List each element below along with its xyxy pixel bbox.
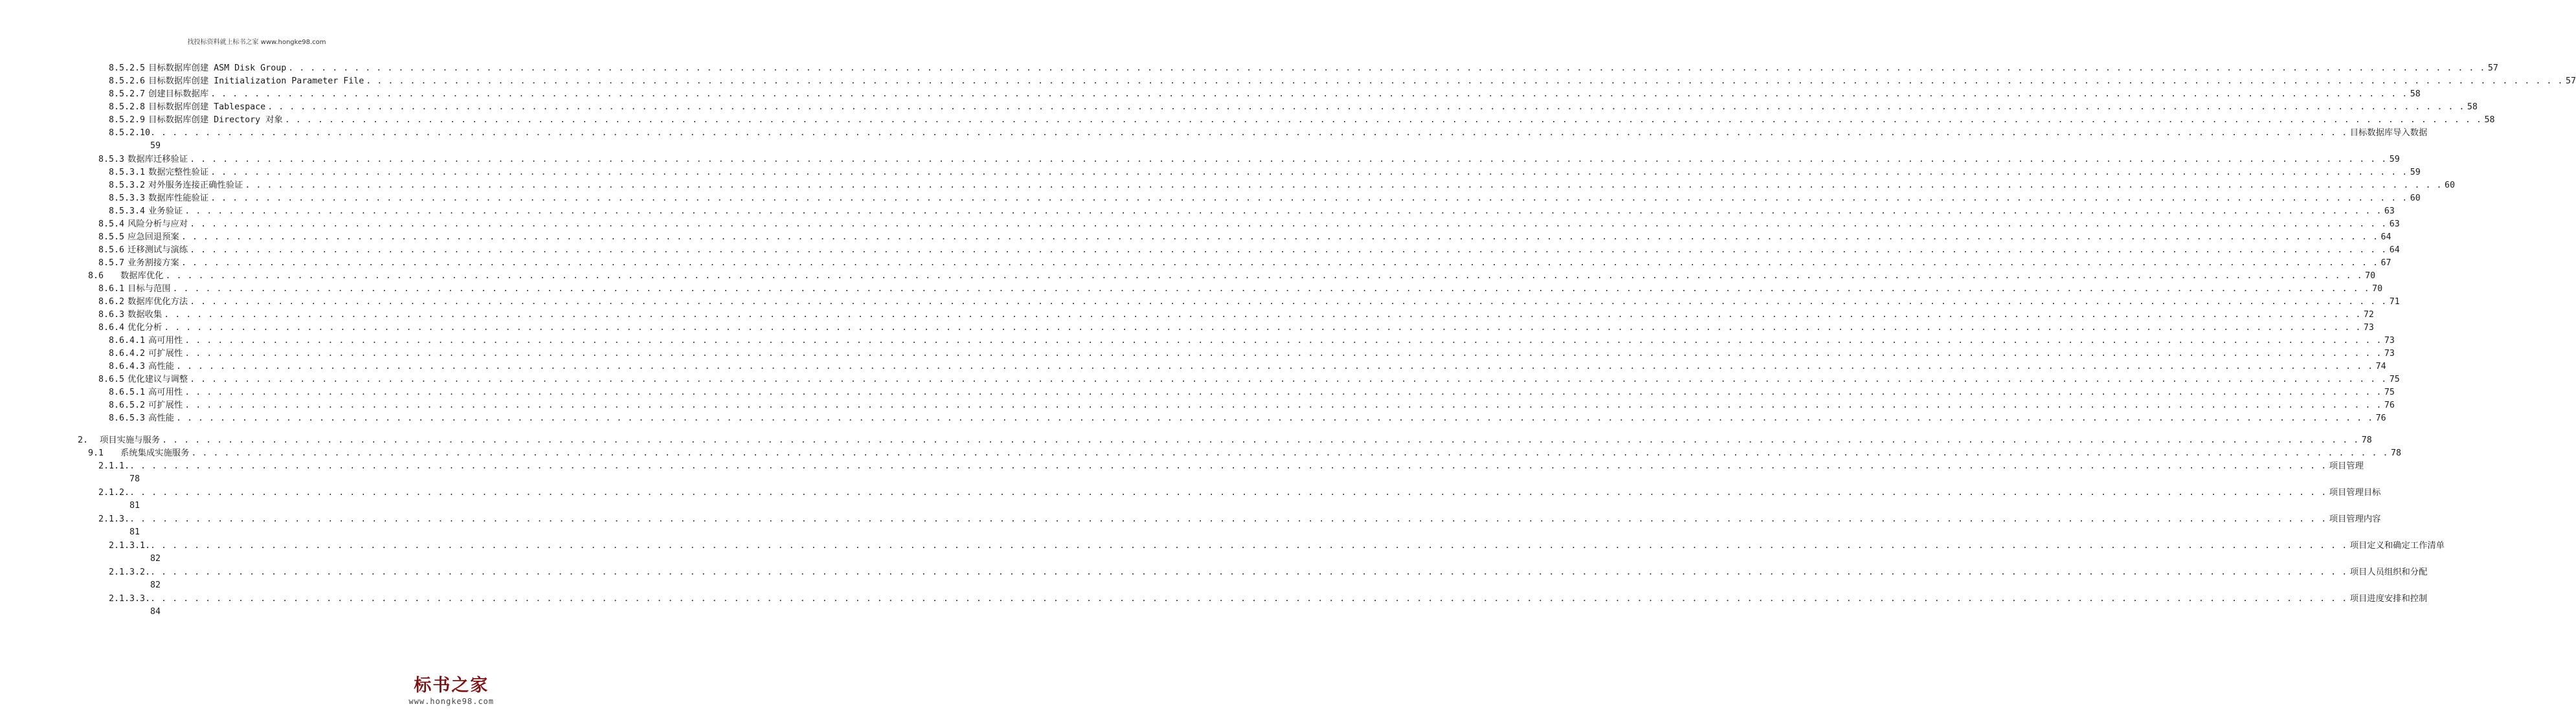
toc-page-number: 58 bbox=[2467, 102, 2478, 112]
toc-page-number: 78 bbox=[2391, 448, 2402, 458]
toc-number: 2.1.3.1. bbox=[109, 541, 151, 551]
toc-number: 8.5.3.3 bbox=[109, 193, 146, 203]
toc-title: 项目管理目标 bbox=[2329, 488, 2381, 498]
toc-title: 创建目标数据库 bbox=[148, 89, 209, 99]
toc-entry[interactable] bbox=[109, 399, 2395, 412]
toc-page-number: 73 bbox=[2363, 323, 2374, 333]
toc-number: 2.1.1. bbox=[98, 461, 130, 471]
toc-title: 高可用性 bbox=[148, 388, 183, 397]
toc-title: 优化分析 bbox=[128, 323, 162, 333]
toc-title: 数据完整性验证 bbox=[148, 168, 209, 177]
toc-title: 项目定义和确定工作清单 bbox=[2349, 541, 2445, 551]
toc-entry[interactable] bbox=[98, 153, 2400, 166]
toc-number: 8.6.4 bbox=[98, 323, 125, 333]
toc-title: 目标数据库创建 ASM Disk Group bbox=[148, 63, 287, 73]
toc-title: 高性能 bbox=[148, 413, 174, 423]
toc-entry-line bbox=[98, 513, 2381, 526]
toc-leader-dots: . . . . . . . . . . . . . . . . . . . . . . . . . . . . . . . . . . . . . . . . . . . . . . . . . . . . . . . . . . . . . . . . . . . . . . . . . . . . . . . . . . . . . . . . . . . . . . . . . . . . . . . . . . . . . . . . . . . . . . . . . . . . . . . . . . . . . . . . . . . . . . . . . . . . . . . . . . . . . . . . . . . . . . . . . . . . . . . . . . . . . . . . . . . . . . . . . . . . . . . . bbox=[267, 102, 2465, 112]
brand-logo bbox=[409, 676, 494, 707]
toc-number: 8.6.1 bbox=[98, 284, 125, 294]
toc-page-number: 59 bbox=[2410, 168, 2421, 177]
toc-page-number: 82 bbox=[150, 580, 161, 590]
toc-title: 目标数据库创建 Directory 对象 bbox=[148, 115, 283, 125]
toc-number: 8.6 bbox=[88, 271, 104, 281]
logo-text: 标书之家 bbox=[414, 676, 489, 696]
page-header: 找投标资料就上标书之家 www.hongke98.com bbox=[187, 39, 326, 46]
toc-title: 可扩展性 bbox=[148, 401, 183, 410]
toc-page-number: 57 bbox=[2487, 63, 2498, 73]
toc-entry[interactable] bbox=[109, 540, 2445, 564]
toc-leader-dots: . . . . . . . . . . . . . . . . . . . . . . . . . . . . . . . . . . . . . . . . . . . . . . . . . . . . . . . . . . . . . . . . . . . . . . . . . . . . . . . . . . . . . . . . . . . . . . . . . . . . . . . . . . . . . . . . . . . . . . . . . . . . . . . . . . . . . . . . . . . . . . . . . . . . . . . . . . . . . . . . . . . . . . . . . . . . . . . . . . . . . . . . . . . . . . . . . . . . . . . . bbox=[185, 388, 2382, 397]
toc-leader-dots: . . . . . . . . . . . . . . . . . . . . . . . . . . . . . . . . . . . . . . . . . . . . . . . . . . . . . . . . . . . . . . . . . . . . . . . . . . . . . . . . . . . . . . . . . . . . . . . . . . . . . . . . . . . . . . . . . . . . . . . . . . . . . . . . . . . . . . . . . . . . . . . . . . . . . . . . . . . . . . . . . . . . . . . . . . . . . . . . . . . . . . . . . . . . . . . . . . . . . . . . bbox=[185, 336, 2382, 346]
toc-number: 8.6.5.1 bbox=[109, 388, 146, 397]
toc-number: 2.1.3.2. bbox=[109, 567, 151, 577]
toc-entry[interactable] bbox=[88, 270, 2376, 283]
toc-title: 项目管理内容 bbox=[2329, 514, 2381, 524]
toc-leader-dots: . . . . . . . . . . . . . . . . . . . . . . . . . . . . . . . . . . . . . . . . . . . . . . . . . . . . . . . . . . . . . . . . . . . . . . . . . . . . . . . . . . . . . . . . . . . . . . . . . . . . . . . . . . . . . . . . . . . . . . . . . . . . . . . . . . . . . . . . . . . . . . . . . . . . . . . . . . . . . . . . . . . . . . . . . . . . . . . . . . . . . . . . . . . . . . . . . . . . . . . . bbox=[129, 461, 2327, 471]
toc-number: 8.6.4.3 bbox=[109, 362, 146, 371]
toc-number: 8.5.5 bbox=[98, 232, 125, 242]
toc-title: 可扩展性 bbox=[148, 349, 183, 358]
toc-leader-dots: . . . . . . . . . . . . . . . . . . . . . . . . . . . . . . . . . . . . . . . . . . . . . . . . . . . . . . . . . . . . . . . . . . . . . . . . . . . . . . . . . . . . . . . . . . . . . . . . . . . . . . . . . . . . . . . . . . . . . . . . . . . . . . . . . . . . . . . . . . . . . . . . . . . . . . . . . . . . . . . . . . . . . . . . . . . . . . . . . . . . . . . . . . . . . . . . . . . . . . . . bbox=[185, 206, 2382, 216]
toc-number: 8.5.2.5 bbox=[109, 63, 146, 73]
toc-number: 8.5.2.9 bbox=[109, 115, 146, 125]
toc-number: 8.5.6 bbox=[98, 245, 125, 255]
toc-entry[interactable] bbox=[109, 114, 2495, 127]
toc-title: 风险分析与应对 bbox=[128, 219, 188, 229]
toc-leader-dots: . . . . . . . . . . . . . . . . . . . . . . . . . . . . . . . . . . . . . . . . . . . . . . . . . . . . . . . . . . . . . . . . . . . . . . . . . . . . . . . . . . . . . . . . . . . . . . . . . . . . . . . . . . . . . . . . . . . . . . . . . . . . . . . . . . . . . . . . . . . . . . . . . . . . . . . . . . . . . . . . . . . . . . . . . . . . . . . . . . . . . . . . . . . . . . . . . . . . . . . . bbox=[150, 594, 2347, 604]
toc-title: 目标数据库创建 Initialization Parameter File bbox=[148, 76, 364, 86]
toc-entry[interactable] bbox=[109, 386, 2395, 399]
toc-title: 数据库优化 bbox=[120, 271, 164, 281]
toc-page-number: 75 bbox=[2389, 375, 2400, 384]
toc-leader-dots: . . . . . . . . . . . . . . . . . . . . . . . . . . . . . . . . . . . . . . . . . . . . . . . . . . . . . . . . . . . . . . . . . . . . . . . . . . . . . . . . . . . . . . . . . . . . . . . . . . . . . . . . . . . . . . . . . . . . . . . . . . . . . . . . . . . . . . . . . . . . . . . . . . . . . . . . . . . . . . . . . . . . . . . . . . . . . . . . . . . . . . . . . . . . . . . . . . . . . . . . bbox=[245, 181, 2442, 190]
toc-leader-dots: . . . . . . . . . . . . . . . . . . . . . . . . . . . . . . . . . . . . . . . . . . . . . . . . . . . . . . . . . . . . . . . . . . . . . . . . . . . . . . . . . . . . . . . . . . . . . . . . . . . . . . . . . . . . . . . . . . . . . . . . . . . . . . . . . . . . . . . . . . . . . . . . . . . . . . . . . . . . . . . . . . . . . . . . . . . . . . . . . . . . . . . . . . . . . . . . . . . . . . . . bbox=[175, 413, 2373, 423]
toc-leader-dots: . . . . . . . . . . . . . . . . . . . . . . . . . . . . . . . . . . . . . . . . . . . . . . . . . . . . . . . . . . . . . . . . . . . . . . . . . . . . . . . . . . . . . . . . . . . . . . . . . . . . . . . . . . . . . . . . . . . . . . . . . . . . . . . . . . . . . . . . . . . . . . . . . . . . . . . . . . . . . . . . . . . . . . . . . . . . . . . . . . . . . . . . . . . . . . . . . . . . . . . . bbox=[210, 168, 2408, 177]
toc-number: 8.6.5 bbox=[98, 375, 125, 384]
toc-entry[interactable] bbox=[98, 257, 2391, 270]
toc-page-number: 63 bbox=[2389, 219, 2400, 229]
toc-entry[interactable] bbox=[98, 513, 2381, 537]
toc-number: 2.1.2. bbox=[98, 488, 130, 498]
toc-leader-dots: . . . . . . . . . . . . . . . . . . . . . . . . . . . . . . . . . . . . . . . . . . . . . . . . . . . . . . . . . . . . . . . . . . . . . . . . . . . . . . . . . . . . . . . . . . . . . . . . . . . . . . . . . . . . . . . . . . . . . . . . . . . . . . . . . . . . . . . . . . . . . . . . . . . . . . . . . . . . . . . . . . . . . . . . . . . . . . . . . . . . . . . . . . . . . . . . . . . . . . . . bbox=[129, 514, 2327, 524]
toc-entry-line bbox=[98, 487, 2381, 500]
toc-entry[interactable] bbox=[109, 127, 2428, 151]
toc-number: 2.1.3. bbox=[98, 514, 130, 524]
toc-entry[interactable] bbox=[98, 231, 2391, 244]
toc-entry[interactable] bbox=[98, 322, 2374, 335]
toc-leader-dots: . . . . . . . . . . . . . . . . . . . . . . . . . . . . . . . . . . . . . . . . . . . . . . . . . . . . . . . . . . . . . . . . . . . . . . . . . . . . . . . . . . . . . . . . . . . . . . . . . . . . . . . . . . . . . . . . . . . . . . . . . . . . . . . . . . . . . . . . . . . . . . . . . . . . . . . . . . . . . . . . . . . . . . . . . . . . . . . . . . . . . . . . . . . . . . . . . . . . . . . . bbox=[175, 362, 2373, 371]
toc-leader-dots: . . . . . . . . . . . . . . . . . . . . . . . . . . . . . . . . . . . . . . . . . . . . . . . . . . . . . . . . . . . . . . . . . . . . . . . . . . . . . . . . . . . . . . . . . . . . . . . . . . . . . . . . . . . . . . . . . . . . . . . . . . . . . . . . . . . . . . . . . . . . . . . . . . . . . . . . . . . . . . . . . . . . . . . . . . . . . . . . . . . . . . . . . . . . . . . . . . . . . . . . bbox=[190, 219, 2387, 229]
toc-page-number: 76 bbox=[2384, 401, 2395, 410]
toc-number: 8.6.2 bbox=[98, 297, 125, 307]
toc-number: 8.5.3 bbox=[98, 155, 125, 164]
toc-leader-dots: . . . . . . . . . . . . . . . . . . . . . . . . . . . . . . . . . . . . . . . . . . . . . . . . . . . . . . . . . . . . . . . . . . . . . . . . . . . . . . . . . . . . . . . . . . . . . . . . . . . . . . . . . . . . . . . . . . . . . . . . . . . . . . . . . . . . . . . . . . . . . . . . . . . . . . . . . . . . . . . . . . . . . . . . . . . . . . . . . . . . . . . . . . . . . . . . . . . . . . . . bbox=[185, 401, 2382, 410]
toc-number: 8.5.3.4 bbox=[109, 206, 146, 216]
toc-title: 数据库性能验证 bbox=[148, 193, 209, 203]
toc-title: 项目管理 bbox=[2329, 461, 2364, 471]
toc-number: 8.5.4 bbox=[98, 219, 125, 229]
toc-number: 8.5.3.1 bbox=[109, 168, 146, 177]
toc-page-number: 74 bbox=[2375, 362, 2386, 371]
toc-number: 9.1 bbox=[88, 448, 104, 458]
toc-title: 迁移测试与演练 bbox=[128, 245, 188, 255]
toc-number: 8.5.2.10 bbox=[109, 128, 151, 138]
toc-title: 数据库迁移验证 bbox=[128, 155, 188, 164]
toc-leader-dots: . . . . . . . . . . . . . . . . . . . . . . . . . . . . . . . . . . . . . . . . . . . . . . . . . . . . . . . . . . . . . . . . . . . . . . . . . . . . . . . . . . . . . . . . . . . . . . . . . . . . . . . . . . . . . . . . . . . . . . . . . . . . . . . . . . . . . . . . . . . . . . . . . . . . . . . . . . . . . . . . . . . . . . . . . . . . . . . . . . . . . . . . . . . . . . . . . . . . . . . . bbox=[190, 297, 2387, 307]
toc-entry[interactable] bbox=[98, 244, 2400, 257]
toc-leader-dots: . . . . . . . . . . . . . . . . . . . . . . . . . . . . . . . . . . . . . . . . . . . . . . . . . . . . . . . . . . . . . . . . . . . . . . . . . . . . . . . . . . . . . . . . . . . . . . . . . . . . . . . . . . . . . . . . . . . . . . . . . . . . . . . . . . . . . . . . . . . . . . . . . . . . . . . . . . . . . . . . . . . . . . . . . . . . . . . . . . . . . . . . . . . . . . . . . . . . . . . . bbox=[172, 284, 2370, 294]
toc-title: 高性能 bbox=[148, 362, 174, 371]
toc-page-number: 60 bbox=[2444, 181, 2455, 190]
toc-entry[interactable] bbox=[109, 88, 2421, 101]
toc-leader-dots: . . . . . . . . . . . . . . . . . . . . . . . . . . . . . . . . . . . . . . . . . . . . . . . . . . . . . . . . . . . . . . . . . . . . . . . . . . . . . . . . . . . . . . . . . . . . . . . . . . . . . . . . . . . . . . . . . . . . . . . . . . . . . . . . . . . . . . . . . . . . . . . . . . . . . . . . . . . . . . . . . . . . . . . . . . . . . . . . . . . . . . . . . . . . . . . . . . . . . . . . bbox=[164, 310, 2361, 320]
toc-entry[interactable] bbox=[98, 309, 2374, 322]
toc-leader-dots: . . . . . . . . . . . . . . . . . . . . . . . . . . . . . . . . . . . . . . . . . . . . . . . . . . . . . . . . . . . . . . . . . . . . . . . . . . . . . . . . . . . . . . . . . . . . . . . . . . . . . . . . . . . . . . . . . . . . . . . . . . . . . . . . . . . . . . . . . . . . . . . . . . . . . . . . . . . . . . . . . . . . . . . . . . . . . . . . . . . . . . . . . . . . . . . . . . . . . . . . bbox=[185, 349, 2382, 358]
toc-leader-dots: . . . . . . . . . . . . . . . . . . . . . . . . . . . . . . . . . . . . . . . . . . . . . . . . . . . . . . . . . . . . . . . . . . . . . . . . . . . . . . . . . . . . . . . . . . . . . . . . . . . . . . . . . . . . . . . . . . . . . . . . . . . . . . . . . . . . . . . . . . . . . . . . . . . . . . . . . . . . . . . . . . . . . . . . . . . . . . . . . . . . . . . . . . . . . . . . . . . . . . . . bbox=[366, 76, 2563, 86]
toc-entry-line bbox=[109, 540, 2445, 553]
toc-page-number: 60 bbox=[2410, 193, 2421, 203]
toc-entry[interactable] bbox=[98, 373, 2400, 386]
toc-entry-line bbox=[109, 127, 2428, 140]
toc-leader-dots: . . . . . . . . . . . . . . . . . . . . . . . . . . . . . . . . . . . . . . . . . . . . . . . . . . . . . . . . . . . . . . . . . . . . . . . . . . . . . . . . . . . . . . . . . . . . . . . . . . . . . . . . . . . . . . . . . . . . . . . . . . . . . . . . . . . . . . . . . . . . . . . . . . . . . . . . . . . . . . . . . . . . . . . . . . . . . . . . . . . . . . . . . . . . . . . . . . . . . . . . bbox=[210, 89, 2408, 99]
toc-page-number: 76 bbox=[2375, 413, 2386, 423]
toc-leader-dots: . . . . . . . . . . . . . . . . . . . . . . . . . . . . . . . . . . . . . . . . . . . . . . . . . . . . . . . . . . . . . . . . . . . . . . . . . . . . . . . . . . . . . . . . . . . . . . . . . . . . . . . . . . . . . . . . . . . . . . . . . . . . . . . . . . . . . . . . . . . . . . . . . . . . . . . . . . . . . . . . . . . . . . . . . . . . . . . . . . . . . . . . . . . . . . . . . . . . . . . . bbox=[164, 323, 2361, 333]
toc-page-number: 81 bbox=[129, 527, 140, 537]
toc-number: 8.6.5.2 bbox=[109, 401, 146, 410]
toc-page-number: 81 bbox=[129, 501, 140, 511]
toc-entry[interactable] bbox=[109, 192, 2421, 205]
toc-entry-line bbox=[109, 593, 2428, 606]
toc-number: 8.5.2.8 bbox=[109, 102, 146, 112]
toc-page-number: 64 bbox=[2389, 245, 2400, 255]
toc-title: 目标数据库创建 Tablespace bbox=[148, 102, 266, 112]
toc-title: 业务验证 bbox=[148, 206, 183, 216]
toc-entry[interactable] bbox=[109, 205, 2395, 218]
toc-page-number: 57 bbox=[2565, 76, 2576, 86]
toc-number: 8.6.4.1 bbox=[109, 336, 146, 346]
toc-page-number: 67 bbox=[2380, 258, 2391, 268]
toc-page-number: 73 bbox=[2384, 336, 2395, 346]
toc-page-number: 59 bbox=[2389, 155, 2400, 164]
toc-number: 8.6.4.2 bbox=[109, 349, 146, 358]
toc-title: 系统集成实施服务 bbox=[120, 448, 190, 458]
toc-title: 数据收集 bbox=[128, 310, 162, 320]
toc-entry[interactable] bbox=[109, 179, 2455, 192]
toc-entry[interactable] bbox=[98, 487, 2381, 511]
toc-number: 8.5.3.2 bbox=[109, 181, 146, 190]
toc-page-number: 71 bbox=[2389, 297, 2400, 307]
toc-number: 8.5.7 bbox=[98, 258, 125, 268]
toc-entry[interactable] bbox=[109, 593, 2428, 617]
toc-entry[interactable] bbox=[98, 460, 2364, 484]
toc-leader-dots: . . . . . . . . . . . . . . . . . . . . . . . . . . . . . . . . . . . . . . . . . . . . . . . . . . . . . . . . . . . . . . . . . . . . . . . . . . . . . . . . . . . . . . . . . . . . . . . . . . . . . . . . . . . . . . . . . . . . . . . . . . . . . . . . . . . . . . . . . . . . . . . . . . . . . . . . . . . . . . . . . . . . . . . . . . . . . . . . . . . . . . . . . . . . . . . . . . . . . . . . bbox=[181, 232, 2379, 242]
toc-entry[interactable] bbox=[78, 434, 2372, 447]
toc-title: 项目实施与服务 bbox=[100, 435, 161, 445]
toc-page-number: 70 bbox=[2365, 271, 2376, 281]
toc-page-number: 75 bbox=[2384, 388, 2395, 397]
toc-title: 业务割接方案 bbox=[128, 258, 179, 268]
toc-number: 2.1.3.3. bbox=[109, 594, 151, 604]
toc-page-number: 78 bbox=[2361, 435, 2372, 445]
toc-page-number: 64 bbox=[2380, 232, 2391, 242]
toc-leader-dots: . . . . . . . . . . . . . . . . . . . . . . . . . . . . . . . . . . . . . . . . . . . . . . . . . . . . . . . . . . . . . . . . . . . . . . . . . . . . . . . . . . . . . . . . . . . . . . . . . . . . . . . . . . . . . . . . . . . . . . . . . . . . . . . . . . . . . . . . . . . . . . . . . . . . . . . . . . . . . . . . . . . . . . . . . . . . . . . . . . . . . . . . . . . . . . . . . . . . . . . . bbox=[190, 375, 2387, 384]
toc-page-number: 84 bbox=[150, 607, 161, 617]
toc-number: 8.6.5.3 bbox=[109, 413, 146, 423]
toc-leader-dots: . . . . . . . . . . . . . . . . . . . . . . . . . . . . . . . . . . . . . . . . . . . . . . . . . . . . . . . . . . . . . . . . . . . . . . . . . . . . . . . . . . . . . . . . . . . . . . . . . . . . . . . . . . . . . . . . . . . . . . . . . . . . . . . . . . . . . . . . . . . . . . . . . . . . . . . . . . . . . . . . . . . . . . . . . . . . . . . . . . . . . . . . . . . . . . . . . . . . . . . . bbox=[150, 567, 2347, 577]
toc-page-number: 70 bbox=[2372, 284, 2383, 294]
toc-entry[interactable] bbox=[98, 283, 2383, 296]
toc-title: 高可用性 bbox=[148, 336, 183, 346]
toc-leader-dots: . . . . . . . . . . . . . . . . . . . . . . . . . . . . . . . . . . . . . . . . . . . . . . . . . . . . . . . . . . . . . . . . . . . . . . . . . . . . . . . . . . . . . . . . . . . . . . . . . . . . . . . . . . . . . . . . . . . . . . . . . . . . . . . . . . . . . . . . . . . . . . . . . . . . . . . . . . . . . . . . . . . . . . . . . . . . . . . . . . . . . . . . . . . . . . . . . . . . . . . . bbox=[165, 271, 2363, 281]
toc-title: 项目人员组织和分配 bbox=[2349, 567, 2428, 577]
toc-entry[interactable] bbox=[98, 218, 2400, 231]
toc-leader-dots: . . . . . . . . . . . . . . . . . . . . . . . . . . . . . . . . . . . . . . . . . . . . . . . . . . . . . . . . . . . . . . . . . . . . . . . . . . . . . . . . . . . . . . . . . . . . . . . . . . . . . . . . . . . . . . . . . . . . . . . . . . . . . . . . . . . . . . . . . . . . . . . . . . . . . . . . . . . . . . . . . . . . . . . . . . . . . . . . . . . . . . . . . . . . . . . . . . . . . . . . bbox=[150, 128, 2347, 138]
toc-title: 目标与范围 bbox=[128, 284, 171, 294]
toc-entry[interactable] bbox=[109, 101, 2478, 114]
toc-page-number: 73 bbox=[2384, 349, 2395, 358]
toc-title: 数据库优化方法 bbox=[128, 297, 188, 307]
toc-entry[interactable] bbox=[109, 360, 2386, 373]
toc-leader-dots: . . . . . . . . . . . . . . . . . . . . . . . . . . . . . . . . . . . . . . . . . . . . . . . . . . . . . . . . . . . . . . . . . . . . . . . . . . . . . . . . . . . . . . . . . . . . . . . . . . . . . . . . . . . . . . . . . . . . . . . . . . . . . . . . . . . . . . . . . . . . . . . . . . . . . . . . . . . . . . . . . . . . . . . . . . . . . . . . . . . . . . . . . . . . . . . . . . . . . . . . bbox=[162, 435, 2359, 445]
toc-title: 项目进度安排和控制 bbox=[2349, 594, 2428, 604]
toc-entry[interactable] bbox=[109, 566, 2428, 590]
toc-title: 应急回退预案 bbox=[128, 232, 179, 242]
toc-entry[interactable] bbox=[109, 347, 2395, 360]
toc-number: 8.5.2.7 bbox=[109, 89, 146, 99]
toc-leader-dots: . . . . . . . . . . . . . . . . . . . . . . . . . . . . . . . . . . . . . . . . . . . . . . . . . . . . . . . . . . . . . . . . . . . . . . . . . . . . . . . . . . . . . . . . . . . . . . . . . . . . . . . . . . . . . . . . . . . . . . . . . . . . . . . . . . . . . . . . . . . . . . . . . . . . . . . . . . . . . . . . . . . . . . . . . . . . . . . . . . . . . . . . . . . . . . . . . . . . . . . . bbox=[150, 541, 2347, 551]
toc-title: 目标数据库导入数据 bbox=[2349, 128, 2428, 138]
toc-entry-line bbox=[109, 566, 2428, 579]
toc-page-number: 59 bbox=[150, 141, 161, 151]
toc-leader-dots: . . . . . . . . . . . . . . . . . . . . . . . . . . . . . . . . . . . . . . . . . . . . . . . . . . . . . . . . . . . . . . . . . . . . . . . . . . . . . . . . . . . . . . . . . . . . . . . . . . . . . . . . . . . . . . . . . . . . . . . . . . . . . . . . . . . . . . . . . . . . . . . . . . . . . . . . . . . . . . . . . . . . . . . . . . . . . . . . . . . . . . . . . . . . . . . . . . . . . . . . bbox=[190, 155, 2387, 164]
toc-leader-dots: . . . . . . . . . . . . . . . . . . . . . . . . . . . . . . . . . . . . . . . . . . . . . . . . . . . . . . . . . . . . . . . . . . . . . . . . . . . . . . . . . . . . . . . . . . . . . . . . . . . . . . . . . . . . . . . . . . . . . . . . . . . . . . . . . . . . . . . . . . . . . . . . . . . . . . . . . . . . . . . . . . . . . . . . . . . . . . . . . . . . . . . . . . . . . . . . . . . . . . . . bbox=[284, 115, 2482, 125]
toc-title: 对外服务连接正确性验证 bbox=[148, 181, 243, 190]
toc-leader-dots: . . . . . . . . . . . . . . . . . . . . . . . . . . . . . . . . . . . . . . . . . . . . . . . . . . . . . . . . . . . . . . . . . . . . . . . . . . . . . . . . . . . . . . . . . . . . . . . . . . . . . . . . . . . . . . . . . . . . . . . . . . . . . . . . . . . . . . . . . . . . . . . . . . . . . . . . . . . . . . . . . . . . . . . . . . . . . . . . . . . . . . . . . . . . . . . . . . . . . . . . bbox=[129, 488, 2327, 498]
toc-number: 8.5.2.6 bbox=[109, 76, 146, 86]
toc-leader-dots: . . . . . . . . . . . . . . . . . . . . . . . . . . . . . . . . . . . . . . . . . . . . . . . . . . . . . . . . . . . . . . . . . . . . . . . . . . . . . . . . . . . . . . . . . . . . . . . . . . . . . . . . . . . . . . . . . . . . . . . . . . . . . . . . . . . . . . . . . . . . . . . . . . . . . . . . . . . . . . . . . . . . . . . . . . . . . . . . . . . . . . . . . . . . . . . . . . . . . . . . bbox=[190, 245, 2387, 255]
logo-url: www.hongke98.com bbox=[409, 697, 494, 706]
toc-page-number: 82 bbox=[150, 554, 161, 564]
toc-number: 2. bbox=[78, 435, 89, 445]
toc-page-number: 58 bbox=[2410, 89, 2421, 99]
toc-entry[interactable] bbox=[109, 62, 2498, 75]
toc-entry[interactable] bbox=[109, 412, 2386, 425]
toc-page-number: 63 bbox=[2384, 206, 2395, 216]
toc-leader-dots: . . . . . . . . . . . . . . . . . . . . . . . . . . . . . . . . . . . . . . . . . . . . . . . . . . . . . . . . . . . . . . . . . . . . . . . . . . . . . . . . . . . . . . . . . . . . . . . . . . . . . . . . . . . . . . . . . . . . . . . . . . . . . . . . . . . . . . . . . . . . . . . . . . . . . . . . . . . . . . . . . . . . . . . . . . . . . . . . . . . . . . . . . . . . . . . . . . . . . . . . bbox=[210, 193, 2408, 203]
toc-leader-dots: . . . . . . . . . . . . . . . . . . . . . . . . . . . . . . . . . . . . . . . . . . . . . . . . . . . . . . . . . . . . . . . . . . . . . . . . . . . . . . . . . . . . . . . . . . . . . . . . . . . . . . . . . . . . . . . . . . . . . . . . . . . . . . . . . . . . . . . . . . . . . . . . . . . . . . . . . . . . . . . . . . . . . . . . . . . . . . . . . . . . . . . . . . . . . . . . . . . . . . . . bbox=[181, 258, 2379, 268]
toc-entry-line bbox=[98, 460, 2364, 473]
toc-leader-dots: . . . . . . . . . . . . . . . . . . . . . . . . . . . . . . . . . . . . . . . . . . . . . . . . . . . . . . . . . . . . . . . . . . . . . . . . . . . . . . . . . . . . . . . . . . . . . . . . . . . . . . . . . . . . . . . . . . . . . . . . . . . . . . . . . . . . . . . . . . . . . . . . . . . . . . . . . . . . . . . . . . . . . . . . . . . . . . . . . . . . . . . . . . . . . . . . . . . . . . . . bbox=[191, 448, 2389, 458]
toc-entry[interactable] bbox=[98, 296, 2400, 309]
toc-entry[interactable] bbox=[109, 75, 2576, 88]
toc-entry[interactable] bbox=[109, 335, 2395, 347]
toc-title: 优化建议与调整 bbox=[128, 375, 188, 384]
toc-page-number: 58 bbox=[2484, 115, 2495, 125]
toc-leader-dots: . . . . . . . . . . . . . . . . . . . . . . . . . . . . . . . . . . . . . . . . . . . . . . . . . . . . . . . . . . . . . . . . . . . . . . . . . . . . . . . . . . . . . . . . . . . . . . . . . . . . . . . . . . . . . . . . . . . . . . . . . . . . . . . . . . . . . . . . . . . . . . . . . . . . . . . . . . . . . . . . . . . . . . . . . . . . . . . . . . . . . . . . . . . . . . . . . . . . . . . . bbox=[288, 63, 2485, 73]
toc-entry[interactable] bbox=[109, 166, 2421, 179]
toc-page-number: 72 bbox=[2363, 310, 2374, 320]
toc-entry[interactable] bbox=[88, 447, 2402, 460]
toc-page-number: 78 bbox=[129, 474, 140, 484]
toc-number: 8.6.3 bbox=[98, 310, 125, 320]
